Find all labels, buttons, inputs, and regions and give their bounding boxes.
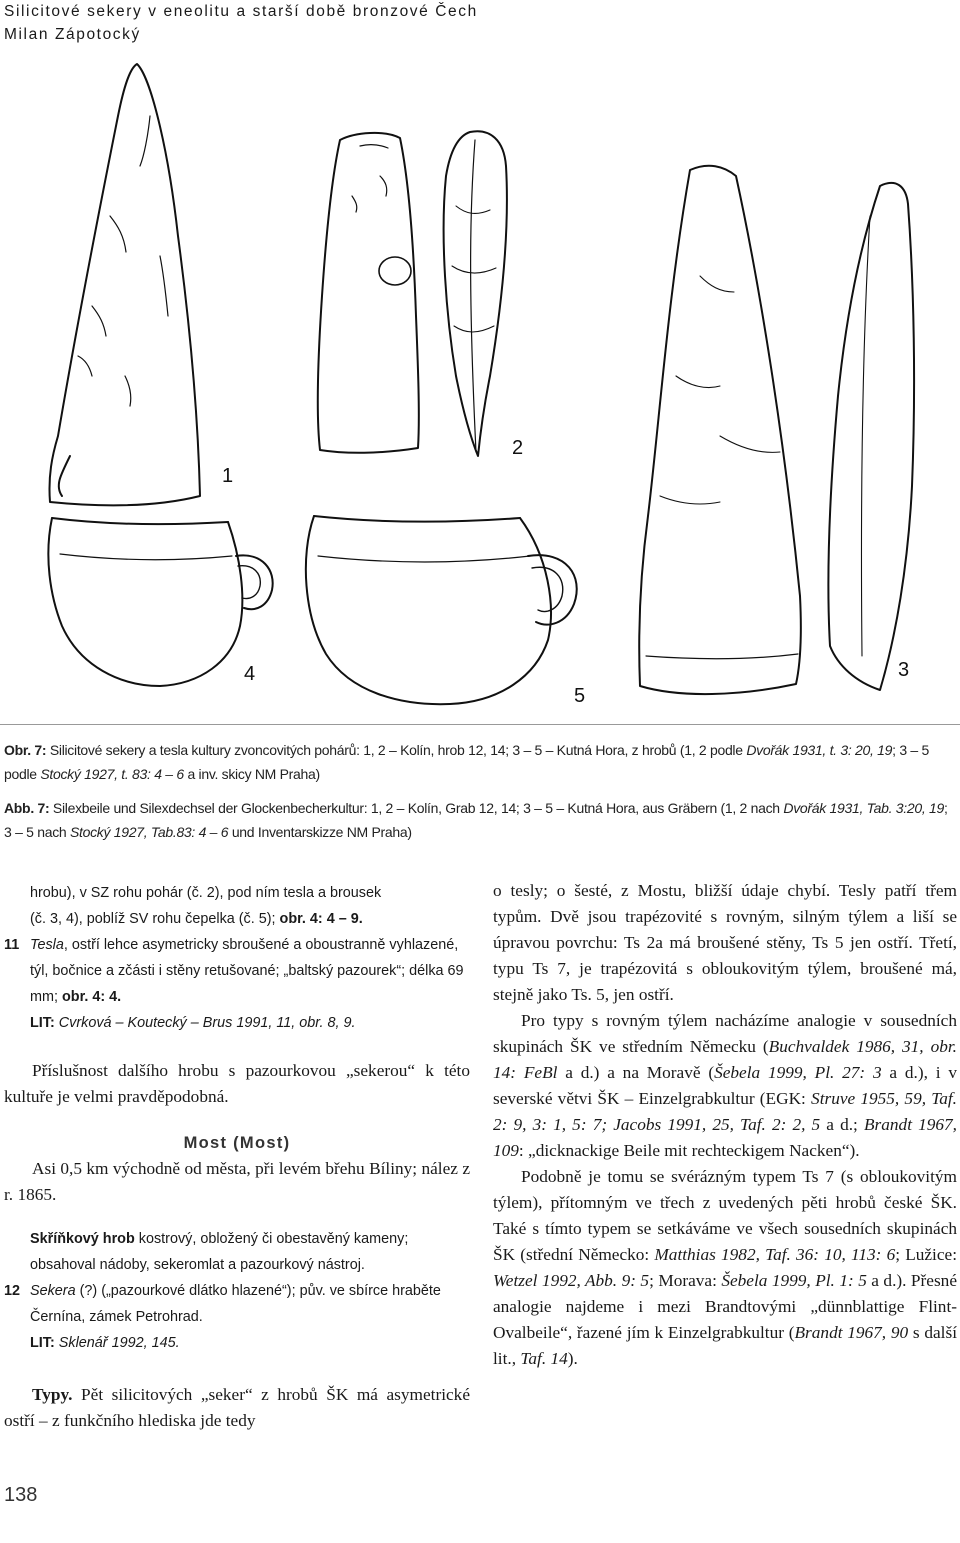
- artifact-2-chisel-side: [444, 131, 507, 456]
- catalog-entry-term: Sekera: [30, 1283, 76, 1299]
- figure-svg: [0, 56, 960, 726]
- caption-de-text: Silexbeile und Silexdechsel der Glockenbecherkultur: 1, 2 – Kolín, Grab 12, 14; 3 – 5 – Kutná Hora, aus Gräbern (1, 2 nach: [49, 800, 784, 816]
- body-text: a d.) a na Moravě (: [557, 1063, 715, 1082]
- catalog-continuation: [4, 880, 470, 932]
- types-label: Typy.: [32, 1385, 73, 1404]
- body-text: s další lit.,: [493, 1323, 957, 1368]
- figure-divider: [0, 724, 960, 725]
- citation: Struve 1955, 59, Taf. 2: 9, 3: 1, 5: 7; Jacobs 1991, 25, Taf. 2: 2, 5: [493, 1089, 957, 1134]
- literature-entry: [4, 1010, 470, 1036]
- running-head: [4, 0, 478, 46]
- catalog-entry-term: Tesla: [30, 937, 64, 953]
- body-text: Podobně je tomu se svérázným typem Ts 7 (s obloukovitým týlem), přítomným ve třech z uvedených pěti hrobů české ŠK. Také s tímto typem se setkáváme ve všech sousedních skupinách ŠK (střední Německo:: [493, 1167, 957, 1264]
- body-text: ; Lužice:: [895, 1245, 957, 1264]
- section-heading: Most (Most): [183, 1134, 291, 1152]
- figure-drawings: [0, 56, 960, 726]
- catalog-entry-text: , ostří lehce asymetricky sbroušené a oboustranně vyhlazené, týl, bočnice a zčásti i stěny retušované; „baltský pazourek“; délka 69 mm;: [30, 937, 464, 1005]
- citation: Taf. 14: [520, 1349, 568, 1368]
- figure-label-2: 2: [512, 437, 524, 459]
- body-text: ).: [567, 1349, 578, 1368]
- body-text: a d.), i v severské větvi ŠK – Einzelgrabkultur (EGK:: [493, 1063, 957, 1108]
- figure-label-4: 4: [244, 663, 256, 685]
- catalog-figure-ref: obr. 4: 4.: [61, 989, 122, 1005]
- literature-label: LIT:: [30, 1335, 55, 1351]
- caption-cz-text: Silicitové sekery a tesla kultury zvoncovitých pohárů: 1, 2 – Kolín, hrob 12, 14; 3 – 5 – Kutná Hora, z hrobů (1, 2 podle: [46, 742, 747, 758]
- catalog-entry-number: 11: [4, 937, 20, 953]
- body-text: a d.;: [820, 1115, 864, 1134]
- artifact-4-cup: [48, 518, 272, 686]
- catalog-text: hrobu), v SZ rohu pohár (č. 2), pod ním tesla a brousek: [30, 885, 382, 901]
- running-head-title: Silicitové sekery v eneolitu a starší době bronzové Čech: [4, 3, 478, 20]
- citation: Šebela 1999, Pl. 27: 3: [714, 1063, 882, 1082]
- caption-de-ref: Stocký 1927, Tab.83: 4 – 6: [69, 824, 229, 840]
- figure-label-3: 3: [898, 659, 910, 681]
- running-head-author: Milan Zápotocký: [4, 26, 141, 43]
- caption-de-text: ; 3 – 5 nach: [4, 800, 948, 840]
- left-column: [4, 880, 470, 1434]
- caption-cz-text: a inv. skicy NM Praha): [183, 766, 320, 782]
- citation: Brandt 1967, 90: [794, 1323, 909, 1342]
- catalog-entry-number: 12: [4, 1283, 21, 1299]
- citation: Šebela 1999, Pl. 1: 5: [721, 1271, 867, 1290]
- caption-de-text: und Inventarskizze NM Praha): [228, 824, 412, 840]
- body-paragraph-analogies: [493, 1008, 957, 1164]
- body-paragraph-ts7: [493, 1164, 957, 1372]
- types-text: Pět silicitových „seker“ z hrobů ŠK má asymetrické ostří – z funkčního hlediska jde tedy: [4, 1385, 470, 1430]
- section-location: Asi 0,5 km východně od města, při levém břehu Bíliny; nález z r. 1865.: [4, 1159, 470, 1204]
- caption-cz-ref: Stocký 1927, t. 83: 4 – 6: [40, 766, 184, 782]
- figure-caption: [4, 738, 956, 854]
- artifact-2-chisel-front: [318, 133, 419, 453]
- citation: Matthias 1982, Taf. 36: 10, 113: 6: [654, 1245, 896, 1264]
- caption-cz-label: Obr. 7:: [4, 742, 47, 758]
- figure-label-1: 1: [222, 465, 234, 487]
- body-text: ; Morava:: [649, 1271, 722, 1290]
- body-paragraph: Příslušnost dalšího hrobu s pazourkovou „sekerou“ k této kultuře je velmi pravděpodobná.: [4, 1061, 470, 1106]
- grave-label: Skříňkový hrob: [30, 1231, 135, 1247]
- artifact-1-axe: [49, 64, 200, 505]
- figure-label-5: 5: [574, 685, 586, 707]
- right-column: [493, 878, 957, 1372]
- literature-text: Sklenář 1992, 145.: [54, 1335, 180, 1351]
- types-paragraph: [4, 1382, 470, 1434]
- catalog-figure-ref: obr. 4: 4 – 9.: [279, 911, 363, 927]
- artifact-3-axe-front: [639, 166, 801, 694]
- catalog-text: (č. 3, 4), poblíž SV rohu čepelka (č. 5);: [30, 911, 280, 927]
- caption-german: [4, 796, 956, 844]
- caption-de-label: Abb. 7:: [4, 800, 50, 816]
- caption-cz-text: ; 3 – 5 podle: [4, 742, 929, 782]
- caption-cz-ref: Dvořák 1931, t. 3: 20, 19: [746, 742, 893, 758]
- literature-text: Cvrková – Koutecký – Brus 1991, 11, obr. 8, 9.: [54, 1015, 356, 1031]
- caption-de-ref: Dvořák 1931, Tab. 3:20, 19: [783, 800, 944, 816]
- citation: Buchvaldek 1986, 31, obr. 14: FeBl: [493, 1037, 957, 1082]
- grave-text: kostrový, obložený či obestavěný kameny; obsahoval nádoby, sekeromlat a pazourkový nástroj.: [30, 1231, 409, 1273]
- catalog-entry-12: [4, 1278, 470, 1330]
- citation: Brandt 1967, 109: [493, 1115, 957, 1160]
- body-text: : „dicknackige Beile mit rechteckigem Nacken“).: [518, 1141, 860, 1160]
- catalog-entry-11: [4, 932, 470, 1010]
- catalog-entry-text: (?) („pazourkové dlátko hlazené“); pův. ve sbírce hraběte Černína, zámek Petrohrad.: [30, 1283, 441, 1325]
- artifact-3-axe-side: [828, 183, 914, 690]
- grave-description: [4, 1226, 470, 1278]
- literature-label: LIT:: [30, 1015, 55, 1031]
- caption-czech: [4, 738, 956, 786]
- literature-entry: [4, 1330, 470, 1356]
- body-text: a d.). Přesné analogie najdeme i mezi Brandtovými „dünnblattige Flint-Ovalbeile“, řazené jím k Einzelgrabkultur (: [493, 1271, 957, 1342]
- artifact-5-cup: [306, 516, 577, 704]
- citation: Wetzel 1992, Abb. 9: 5: [493, 1271, 650, 1290]
- body-paragraph: o tesly; o šesté, z Mostu, bližší údaje chybí. Tesly patří třem typům. Dvě jsou trapézovité s rovným, silným týlem a liší se úpravou povrchu: Ts 2a má broušené stěny, Ts 5 jen ostří. Třetí, typu Ts 7, je trapézovitá s obloukovitým týlem, broušené má, stejně jako Ts. 5, jen ostří.: [493, 881, 957, 1004]
- body-text: Pro typy s rovným týlem nacházíme analogie v sousedních skupinách ŠK ve středním Německu (: [493, 1011, 957, 1056]
- page-number: 138: [4, 1484, 38, 1506]
